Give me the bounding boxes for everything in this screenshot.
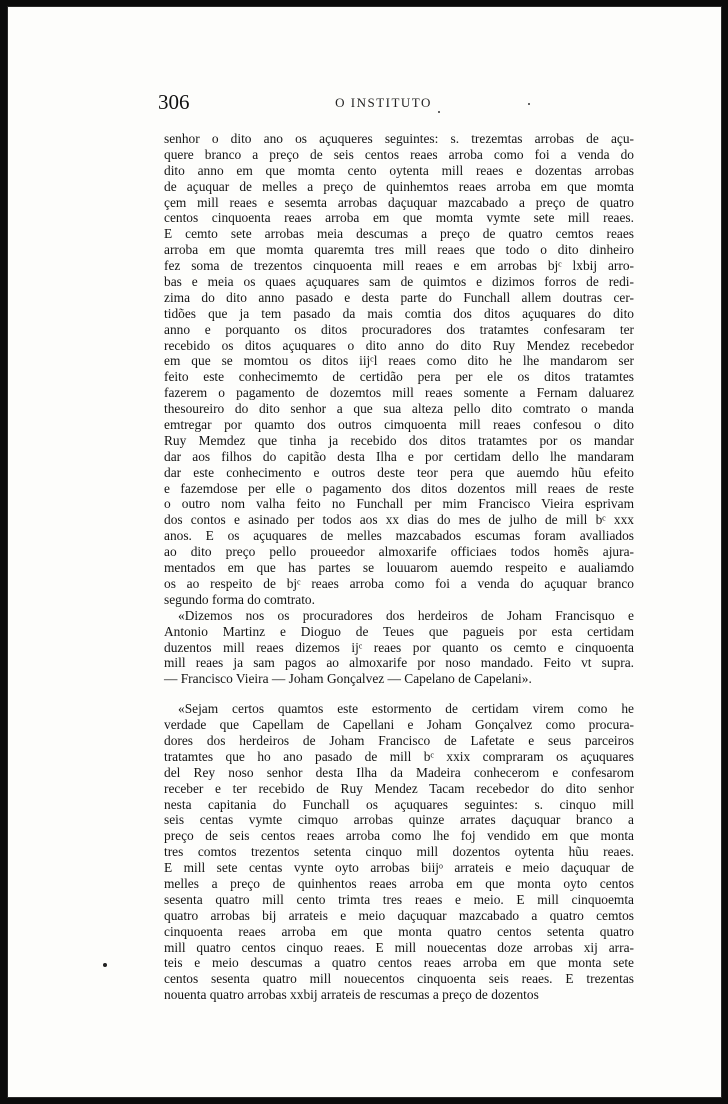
text-line: nouenta quatro arrobas xxbij arrateis de rescumas a preço de dozentos [164, 987, 539, 1003]
text-line: verdade que Capellam de Capellani e Joham Gonçalvez como procura- [164, 717, 634, 733]
text-line: o outro nom valha feito no Funchall per mim Francisco Vieira esprivam [164, 496, 634, 512]
text-line: preço de seis centos reaes arroba como lhe foj vendido em que monta [164, 828, 634, 844]
text-line: quere branco a preço de seis centos reaes arroba como foi a venda do [164, 146, 634, 162]
text-line: anno e porquanto os ditos procuradores dos tratamtes confesaram ter [164, 321, 634, 337]
text-line: dar aos filhos do capitão desta Ilha e por certidam dello lhe mandaram [164, 448, 634, 464]
text-line: tres comtos trezentos setenta cinquo mill dozentos oytenta hũu reaes. [164, 844, 634, 860]
text-line: dar este conhecimento e outros deste teor pera que auemdo hũu efeito [164, 464, 634, 480]
text-line: cinquoenta reaes arroba em que monta quatro centos setenta quatro [164, 923, 634, 939]
book-page [7, 6, 722, 1098]
text-line: mentados em que has partes se louuarom auemdo respeito e aualiamdo [164, 560, 634, 576]
text-line: e fazemdose per elle o pagamento dos ditos dozentos mill reaes de reste [164, 480, 634, 496]
text-line: recebido os ditos açuquares o dito anno do dito Ruy Mendez recebedor [164, 337, 634, 353]
text-line: feito este conhecimemto de certidão pera per ele os ditos tratamtes [164, 369, 634, 385]
text-line: os ao respeito de bjᶜ reaes arroba como foi a venda do açuquar branco [164, 575, 634, 591]
paragraph [164, 131, 634, 608]
text-line: E cemto sete arrobas meia descumas a preço de quatro cemtos reaes [164, 226, 634, 242]
paragraph [164, 608, 634, 687]
text-line: dores dos herdeiros de Joham Francisco de Lafetate e seus parceiros [164, 732, 634, 748]
text-line: anos. E os açuquares de melles mazcabados escumas foram avalliados [164, 528, 634, 544]
text-line: Ruy Memdez que tinha ja recebido dos ditos tratamtes por os mandar [164, 432, 634, 448]
text-line: del Rey noso senhor desta Ilha da Madeira conhecerom e confesarom [164, 764, 634, 780]
page-header [8, 90, 721, 120]
text-line: fazerem o pagamento de dozemtos mill reaes somente a Fernam daluarez [164, 385, 634, 401]
text-line: melles a preço de quinhentos reaes arroba em que monta oyto centos [164, 875, 634, 891]
text-line: E mill sete centas vynte oyto arrobas biijᵒ arrateis e meio daçuquar de [164, 860, 634, 876]
margin-dot [103, 963, 107, 967]
text-line: mill reaes ja sam pagos ao almoxarife por noso mandado. Feito vt supra. [164, 655, 634, 671]
text-line: — Francisco Vieira — Joham Gonçalvez — Capelano de Capelani». [164, 671, 532, 687]
text-line: em que se momtou os ditos iijᶜl reaes como dito he lhe mandarom ser [164, 353, 634, 369]
paragraph-gap [164, 687, 634, 701]
text-line: tidões que ja tem pasado da mais comtia dos ditos açuquares do dito [164, 305, 634, 321]
running-title: O INSTITUTO [335, 95, 432, 110]
text-line: centos cinquoenta reaes arroba em que momta vymte sete mill reaes. [164, 210, 634, 226]
paragraph [164, 701, 634, 1003]
text-line: arroba em que momta quaremta tres mill reaes que todo o dito dinheiro [164, 242, 634, 258]
text-line: Antonio Martinz e Dioguo de Teues que pagueis por esta certidam [164, 623, 634, 639]
text-line: receber e ter recebido de Ruy Mendez Tacam recebedor do dito senhor [164, 780, 634, 796]
text-line: de açuquar de melles a preço de quinhemtos reaes arroba em que momta [164, 178, 634, 194]
text-line: zima do dito anno pasado e desta parte do Funchall allem doutras cer- [164, 289, 634, 305]
text-line: nesta capitania do Funchall os açuquares seguintes: s. cinquo mill [164, 796, 634, 812]
text-line: «Dizemos nos os procuradores dos herdeiros de Joham Francisquo e [178, 607, 634, 623]
text-line: senhor o dito ano os açuqueres seguintes: s. trezemtas arrobas de açu- [164, 131, 634, 146]
text-line: dos contos e asinado per todos aos xx dias do mes de julho de mill bᶜ xxx [164, 512, 634, 528]
text-line: çem mill reaes e sesemta arrobas daçuquar mazcabado a preço de quatro [164, 194, 634, 210]
text-line: «Sejam certos quamtos este estormento de certidam virem como he [178, 701, 634, 717]
text-line: mill quatro centos cinquo reaes. E mill nouecentas doze arrobas xij arra- [164, 939, 634, 955]
text-line: duzentos mill reaes dizemos ijᶜ reaes por quanto os cemto e cinquoenta [164, 639, 634, 655]
page-number: 306 [158, 90, 190, 114]
print-speck [528, 103, 530, 105]
text-line: emtregar por quamto dos outros cimquoenta mill reaes confesou o dito [164, 417, 634, 433]
text-line: fez soma de trezentos cinquoenta mill reaes e em arrobas bjᶜ lxbij arro- [164, 258, 634, 274]
text-line: dito anno em que momta cento oytenta mill reaes e dozentas arrobas [164, 162, 634, 178]
text-line: tratamtes que ho ano pasado de mill bᶜ xxix compraram os açuquares [164, 748, 634, 764]
text-line: thesoureiro do dito senhor a que sua alteza pello dito comtrato o manda [164, 401, 634, 417]
body-text [164, 131, 634, 1003]
text-line: segundo forma do comtrato. [164, 591, 315, 607]
text-line: centos sesenta quatro mill nouecentos cinquoenta seis reaes. E trezentas [164, 971, 634, 987]
text-line: quatro arrobas bij arrateis e meio daçuquar mazcabado a quatro cemtos [164, 907, 634, 923]
text-line: seis centas vymte cimquo arrobas quinze arrates daçuquar branco a [164, 812, 634, 828]
text-line: sesenta quatro mill cento trimta tres reaes e meio. E mill cinquoemta [164, 891, 634, 907]
text-line: teis e meio descumas a quatro centos reaes arroba em que monta sete [164, 955, 634, 971]
text-line: bas e meia os quaes açuquares sam de quimtos e dizimos forros de redi- [164, 274, 634, 290]
text-line: ao dito preço pello proueedor almoxarife officiaes todos homẽs ajura- [164, 544, 634, 560]
print-speck [438, 111, 440, 113]
